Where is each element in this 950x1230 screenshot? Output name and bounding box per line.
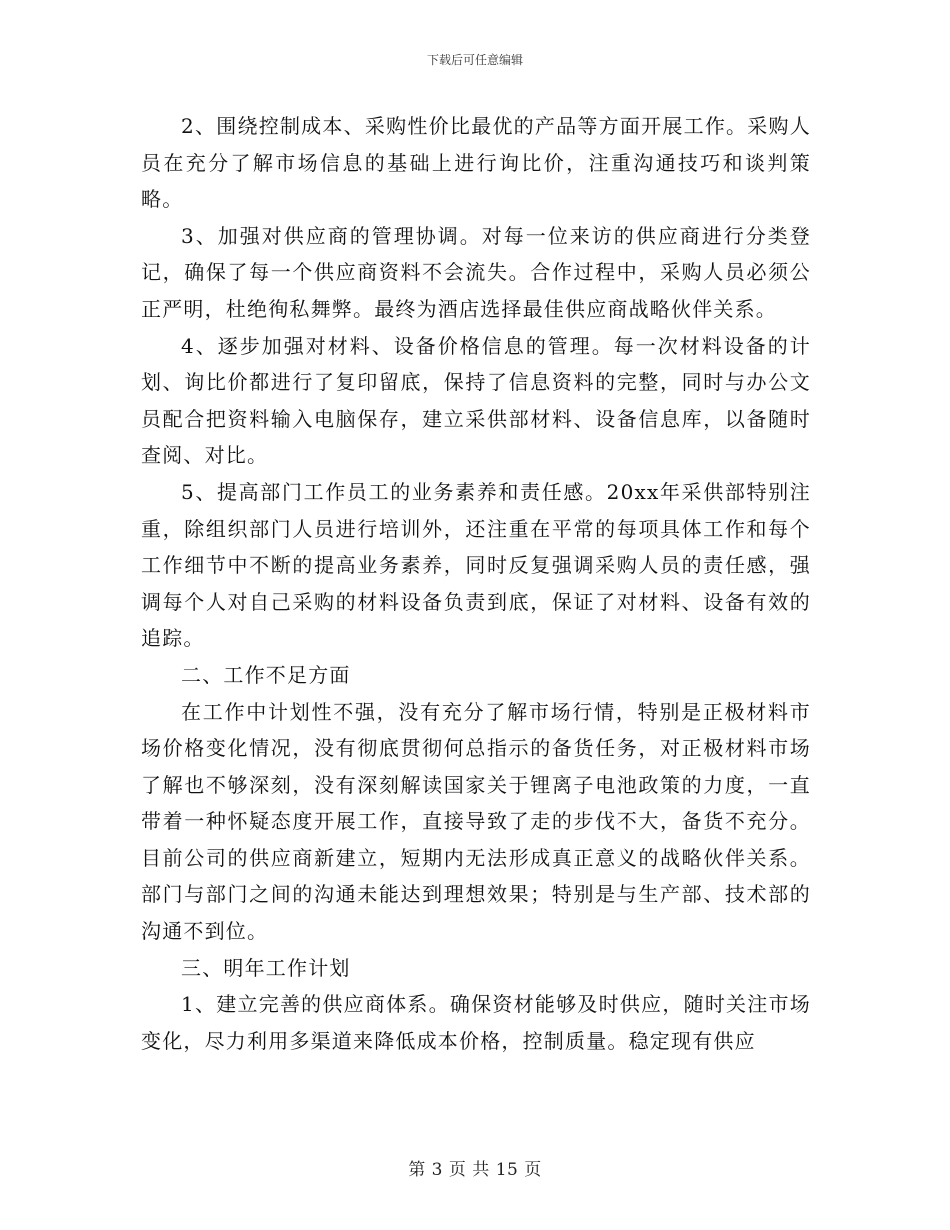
- page-header: 下载后可任意编辑: [426, 53, 523, 67]
- paragraph-supplier-management: 3、加强对供应商的管理协调。对每一位来访的供应商进行分类登记，确保了每一个供应商资料不会流失。合作过程中，采购人员必须公正严明，杜绝徇私舞弊。最终为酒店选择最佳供应商战略伙伴关系。: [141, 223, 811, 321]
- section-heading-shortcomings: 二、工作不足方面: [181, 662, 351, 687]
- paragraph-staff-training: 5、提高部门工作员工的业务素养和责任感。20xx年采供部特别注重，除组织部门人员进行培训外，还注重在平常的每项具体工作和每个工作细节中不断的提高业务素养，同时反复强调采购人员的责任感，强调每个人对自己采购的材料设备负责到底，保证了对材料、设备有效的追踪。: [141, 479, 811, 651]
- document-body: [141, 108, 811, 1059]
- paragraph-supplier-system: 1、建立完善的供应商体系。确保资材能够及时供应，随时关注市场变化，尽力利用多渠道来降低成本价格，控制质量。稳定现有供应: [141, 992, 811, 1053]
- paragraph-price-information: 4、逐步加强对材料、设备价格信息的管理。每一次材料设备的计划、询比价都进行了复印留底，保持了信息资料的完整，同时与办公文员配合把资料输入电脑保存，建立采供部材料、设备信息库，以备随时查阅、对比。: [141, 333, 811, 468]
- paragraph-procurement-cost: 2、围绕控制成本、采购性价比最优的产品等方面开展工作。采购人员在充分了解市场信息的基础上进行询比价，注重沟通技巧和谈判策略。: [141, 114, 811, 212]
- page-number: 第 3 页 共 15 页: [408, 1160, 542, 1180]
- paragraph-shortcomings: 在工作中计划性不强，没有充分了解市场行情，特别是正极材料市场价格变化情况，没有彻底贯彻何总指示的备货任务，对正极材料市场了解也不够深刻，没有深刻解读国家关于锂离子电池政策的力度，一直带着一种怀疑态度开展工作，直接导致了走的步伐不大，备货不充分。目前公司的供应商新建立，短期内无法形成真正意义的战略伙伴关系。部门与部门之间的沟通未能达到理想效果；特别是与生产部、技术部的沟通不到位。: [141, 699, 811, 944]
- section-heading-next-year-plan: 三、明年工作计划: [181, 955, 351, 980]
